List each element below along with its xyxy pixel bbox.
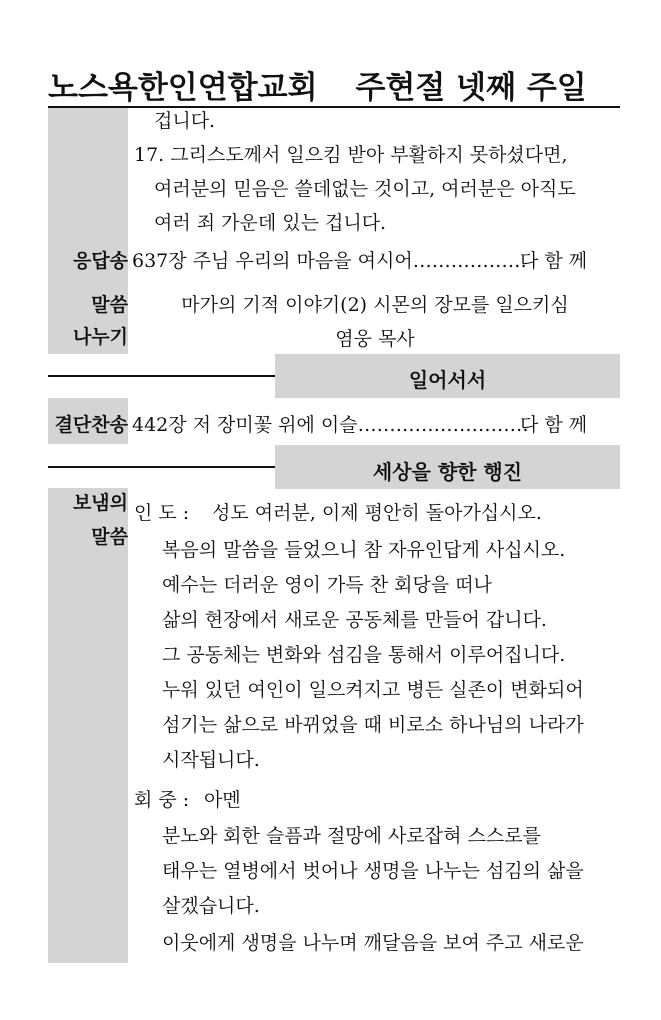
response-hymn-row — [132, 246, 527, 273]
benediction-label: 보냄의 — [72, 492, 128, 514]
scripture-line: 여러 죄 가운데 있는 겁니다. — [154, 212, 387, 234]
congregation-line: 이웃에게 생명을 나누며 깨달음을 보여 주고 새로운 — [162, 932, 584, 954]
leader-line: 그 공동체는 변화와 섬김을 통해서 이루어집니다. — [162, 644, 566, 666]
hymn-of-decision-row — [132, 410, 529, 437]
leader-line: 예수는 더러운 영이 가득 찬 회당을 떠나 — [162, 574, 492, 596]
leader-line: 성도 여러분, 이제 평안히 돌아가십시오. — [212, 502, 542, 524]
leader-line: 시작됩니다. — [162, 749, 260, 771]
leader-dots: ……………… — [412, 250, 527, 272]
benediction-label: 말씀 — [91, 526, 128, 548]
hymn-of-decision-label: 결단찬송 — [54, 414, 128, 436]
section-title-rise: 일어서서 — [408, 368, 487, 392]
response-hymn-who: 다 함 께 — [520, 250, 588, 272]
sermon-label: 말씀 — [91, 294, 128, 316]
congregation-label: 회 중 : — [134, 789, 190, 811]
label-column-bottom — [48, 488, 128, 963]
leader-dots: ……………………… — [357, 414, 529, 436]
section-rule — [48, 466, 275, 468]
leader-line: 복음의 말씀을 들었으니 참 자유인답게 사십시오. — [162, 539, 566, 561]
sermon-title: 마가의 기적 이야기(2) 시몬의 장모를 일으키심 — [181, 294, 569, 316]
leader-label: 인 도 : — [134, 502, 190, 524]
congregation-line: 분노와 회한 슬픔과 절망에 사로잡혀 스스로를 — [162, 825, 541, 847]
section-title-sending: 세상을 향한 행진 — [372, 460, 523, 484]
hymn-of-decision-title: 442장 저 장미꽃 위에 이슬 — [132, 414, 358, 436]
leader-line: 섬기는 삶으로 바뀌었을 때 비로소 하나님의 나라가 — [162, 714, 584, 736]
congregation-line: 태우는 열병에서 벗어나 생명을 나누는 섬김의 삶을 — [162, 860, 584, 882]
bulletin-header — [48, 62, 620, 107]
congregation-line: 살겠습니다. — [162, 895, 260, 917]
sermon-label: 나누기 — [72, 326, 128, 348]
scripture-line: 17. 그리스도께서 일으킴 받아 부활하지 못하셨다면, — [134, 144, 568, 166]
response-hymn-title: 637장 주님 우리의 마음을 여시어 — [132, 250, 413, 272]
service-title: 주현절 넷째 주일 — [355, 70, 587, 106]
scripture-line: 겁니다. — [154, 110, 216, 132]
sermon-preacher: 염웅 목사 — [335, 328, 415, 350]
label-column-top — [48, 108, 128, 354]
header-rule — [48, 106, 620, 108]
congregation-line: 아멘 — [204, 789, 241, 811]
response-hymn-label: 응답송 — [72, 250, 128, 272]
hymn-of-decision-who: 다 함 께 — [520, 414, 588, 436]
section-rule — [48, 375, 275, 377]
church-name: 노스욕한인연합교회 — [48, 70, 318, 106]
leader-line: 삶의 현장에서 새로운 공동체를 만들어 갑니다. — [162, 609, 547, 631]
leader-line: 누워 있던 여인이 일으켜지고 병든 실존이 변화되어 — [162, 679, 584, 701]
scripture-line: 여러분의 믿음은 쓸데없는 것이고, 여러분은 아직도 — [154, 178, 576, 200]
